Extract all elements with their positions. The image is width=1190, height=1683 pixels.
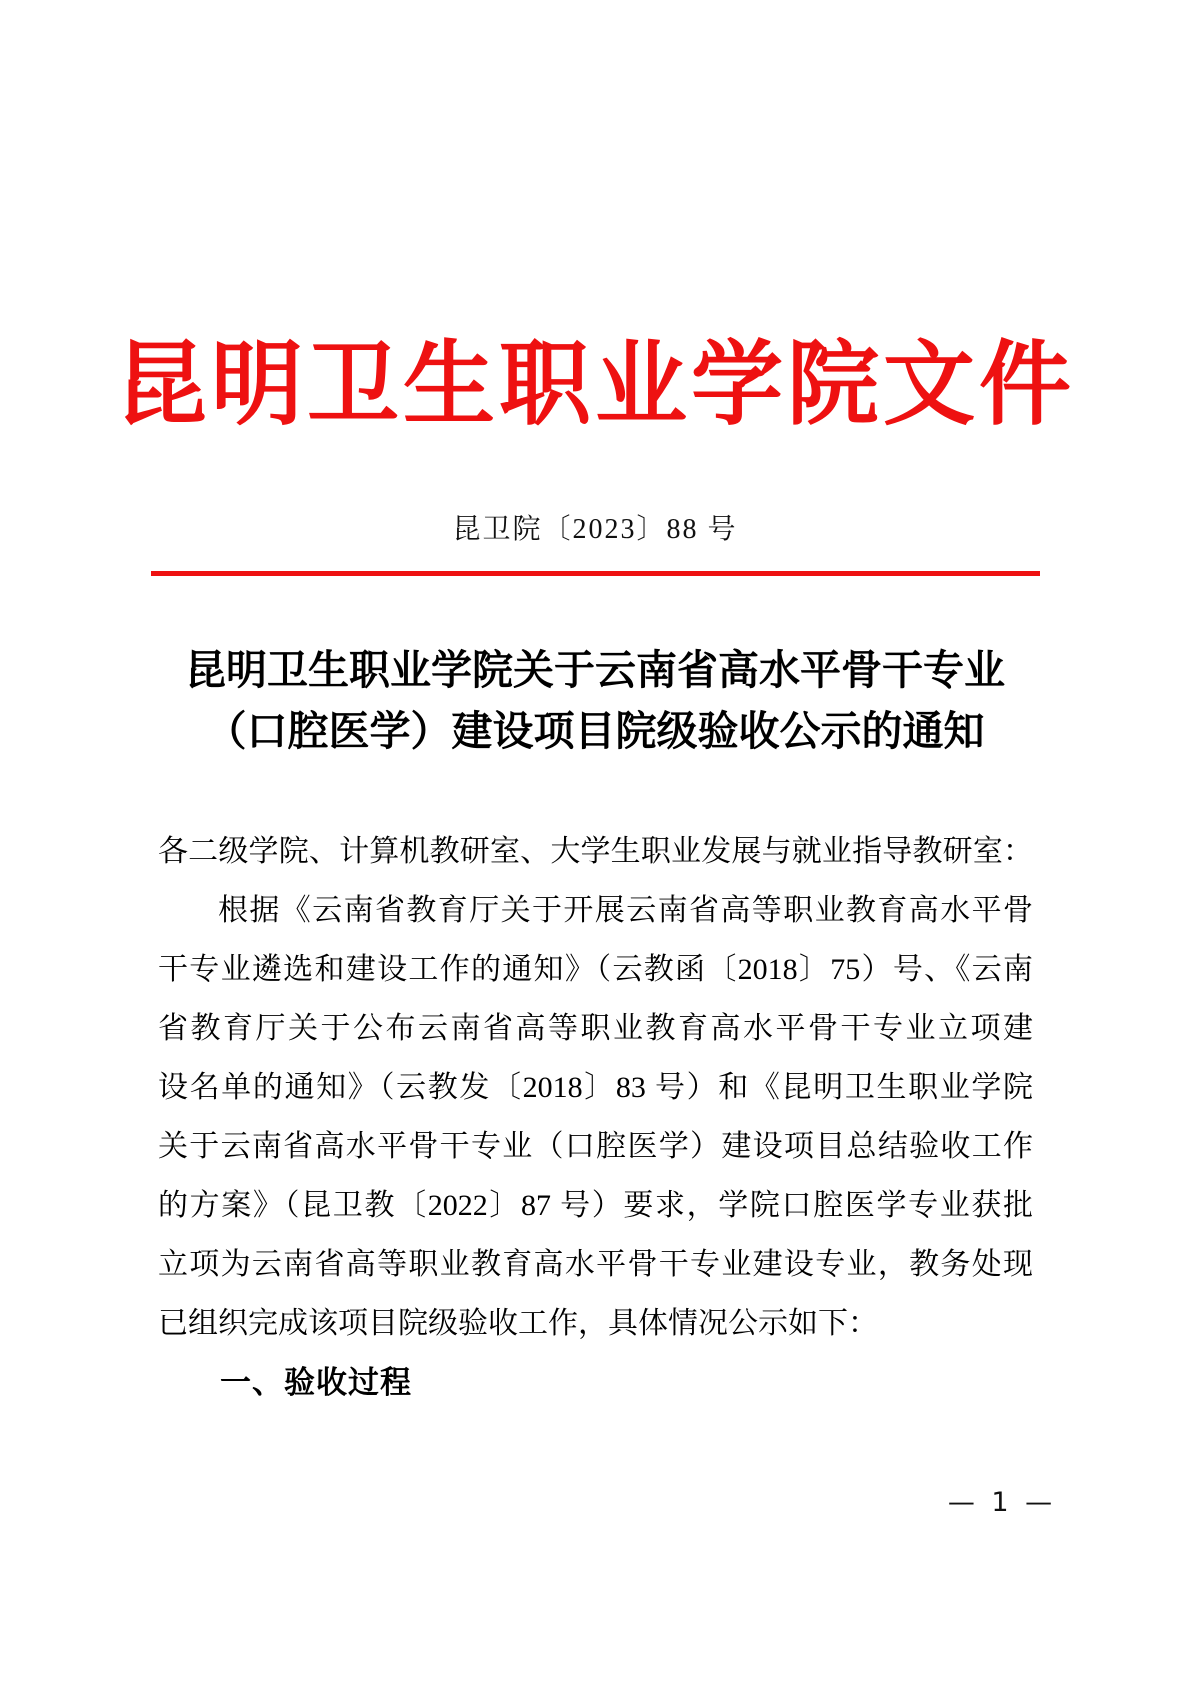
red-header-title: 昆明卫生职业学院文件 [114, 334, 1075, 436]
notice-title-line2: （口腔医学）建设项目院级验收公示的通知 [205, 708, 985, 754]
salutation-line: 各二级学院、计算机教研室、大学生职业发展与就业指导教研室： [158, 835, 1033, 868]
body-line: 干专业遴选和建设工作的通知》（云教函〔2018〕75）号、《云南 [158, 953, 1033, 986]
notice-title [150, 640, 1040, 762]
notice-body [158, 822, 1033, 1412]
body-line: 已组织完成该项目院级验收工作，具体情况公示如下： [158, 1307, 878, 1340]
section-heading: 一、验收过程 [220, 1365, 412, 1400]
body-line: 的方案》（昆卫教〔2022〕87 号）要求，学院口腔医学专业获批 [158, 1189, 1033, 1222]
body-line: 根据《云南省教育厅关于开展云南省高等职业教育高水平骨 [218, 894, 1033, 927]
notice-title-line1: 昆明卫生职业学院关于云南省高水平骨干专业 [185, 647, 1005, 693]
body-line: 立项为云南省高等职业教育高水平骨干专业建设专业，教务处现 [158, 1248, 1033, 1281]
red-divider-line [151, 571, 1040, 576]
body-line: 关于云南省高水平骨干专业（口腔医学）建设项目总结验收工作 [158, 1130, 1033, 1163]
document-number: 昆卫院〔2023〕88 号 [452, 514, 738, 545]
page-number: — 1 — [947, 1487, 1053, 1518]
body-line: 设名单的通知》（云教发〔2018〕83 号）和《昆明卫生职业学院 [158, 1071, 1033, 1104]
body-line: 省教育厅关于公布云南省高等职业教育高水平骨干专业立项建 [158, 1012, 1033, 1045]
